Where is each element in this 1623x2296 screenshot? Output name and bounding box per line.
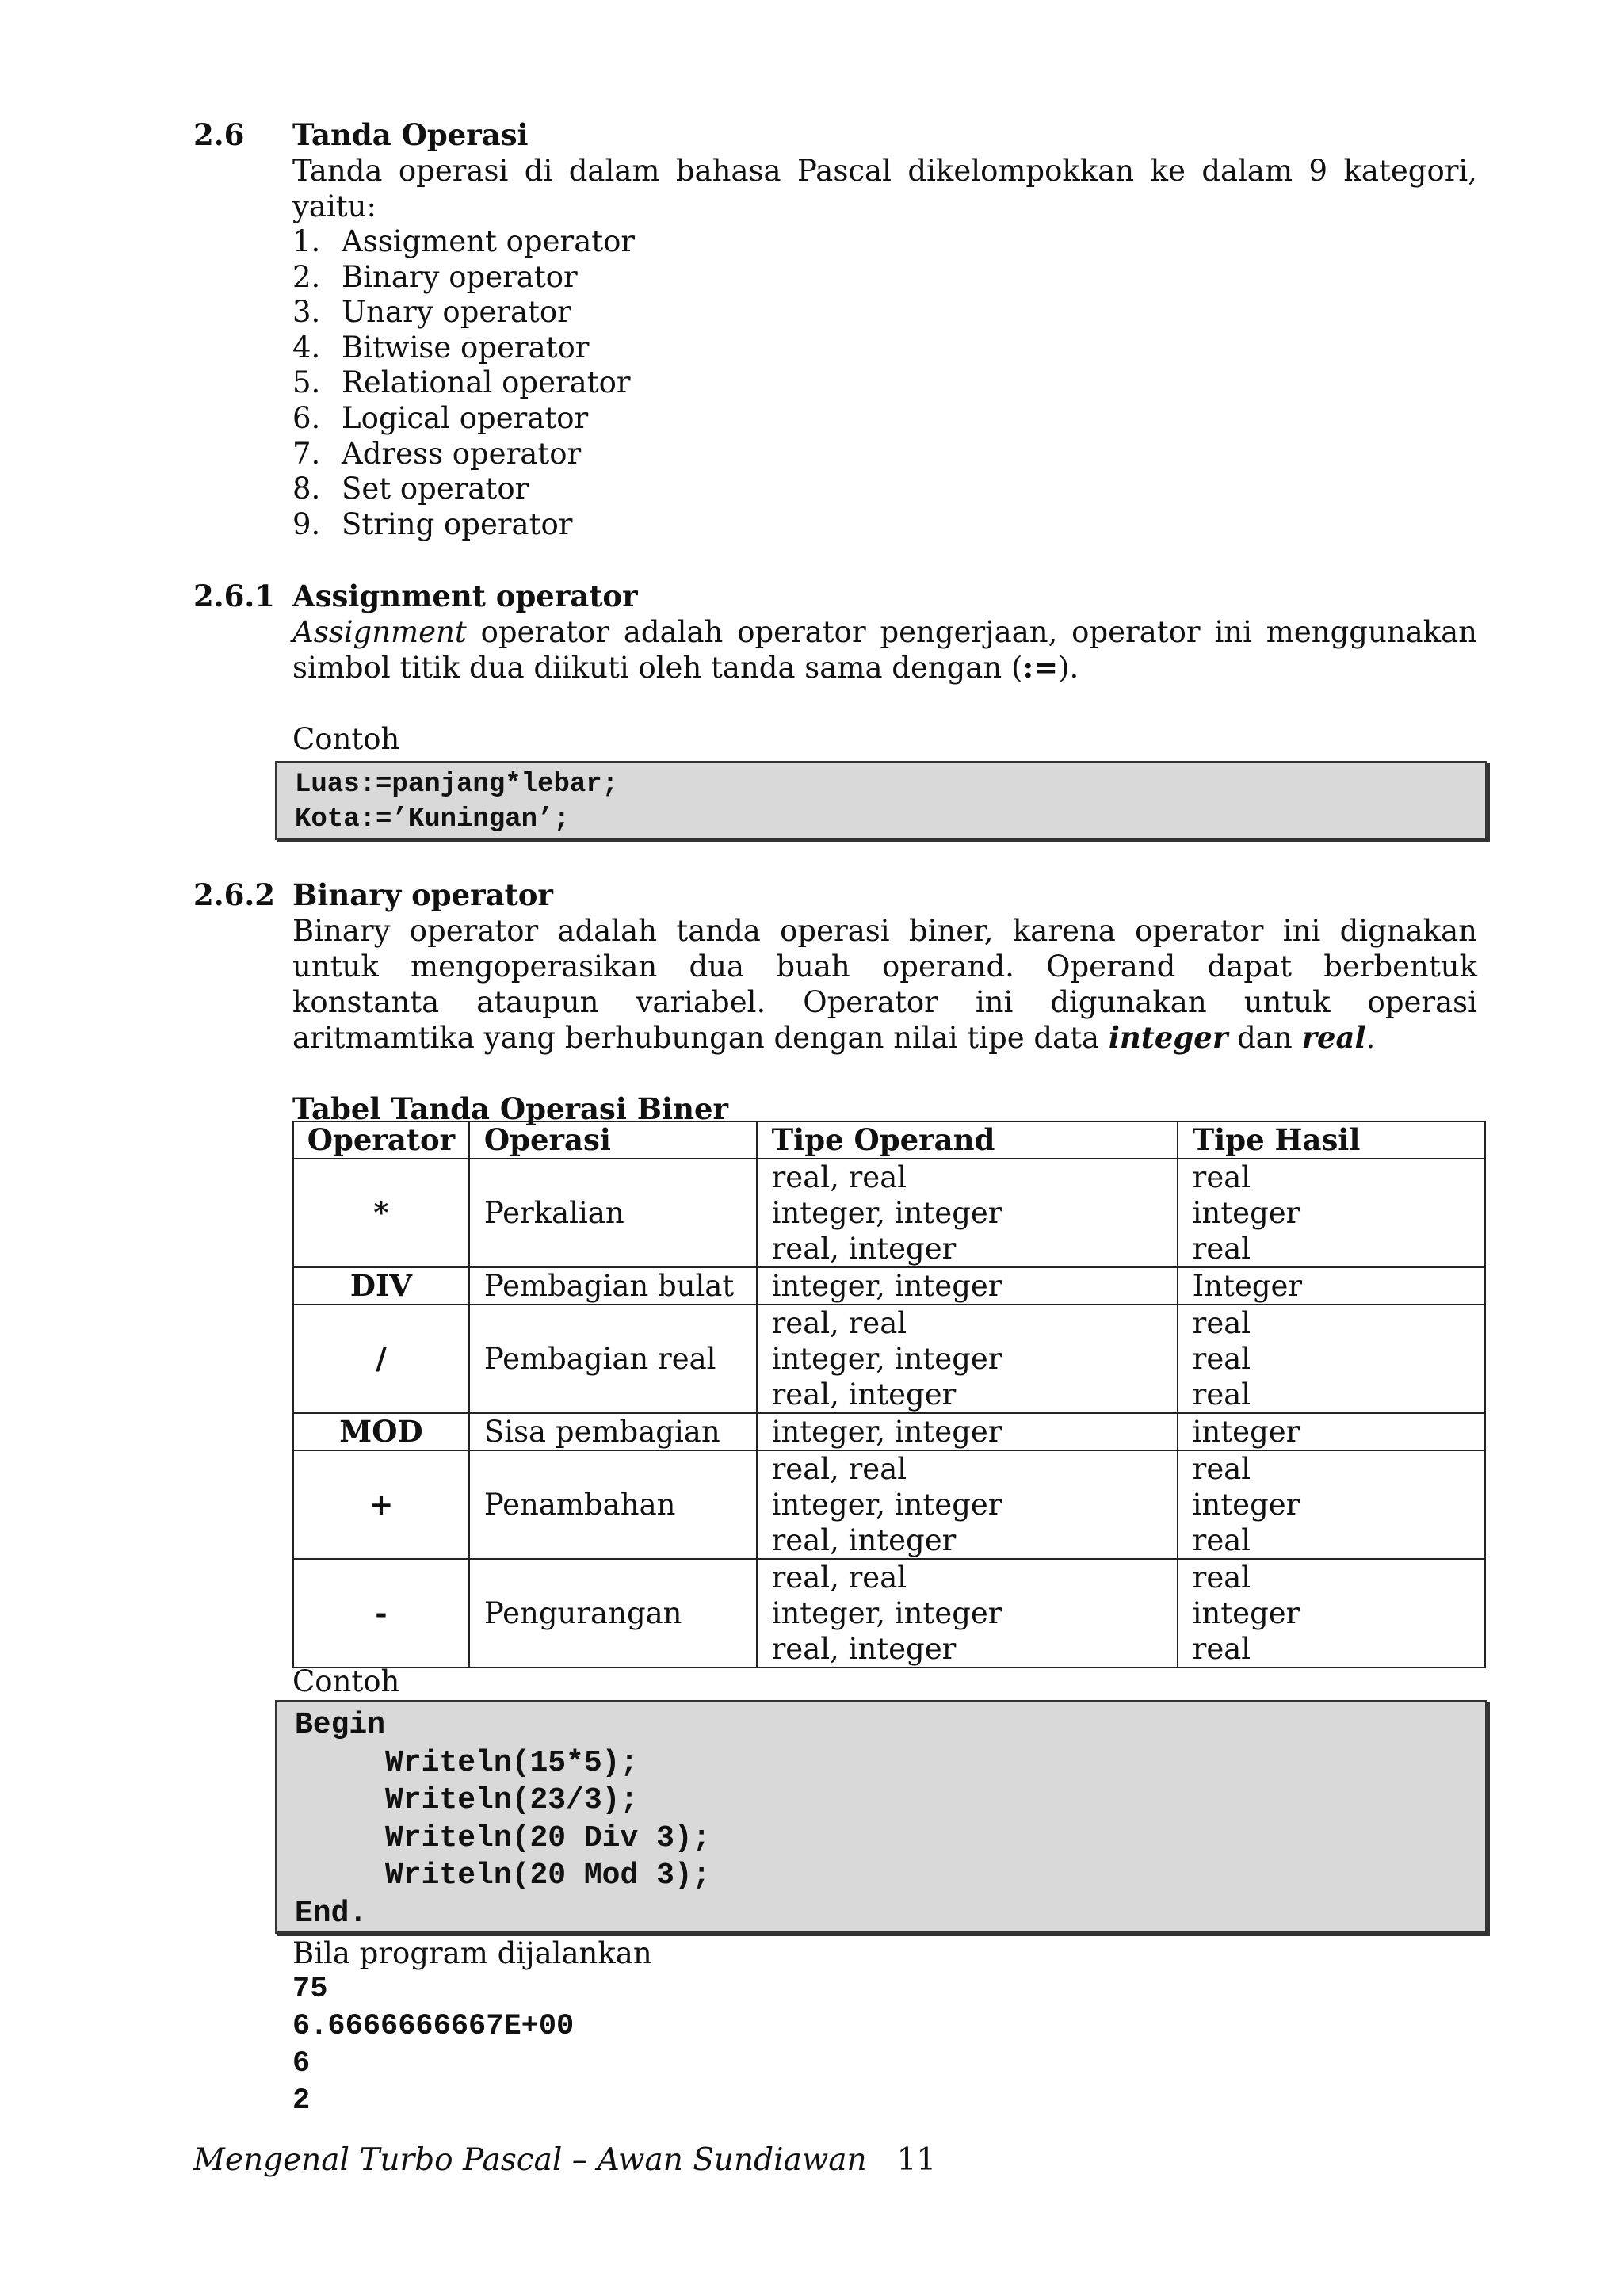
operator-cell: MOD	[293, 1413, 469, 1450]
operation-cell: Pembagian real	[469, 1305, 757, 1413]
result-type-cell: integer	[1178, 1413, 1485, 1450]
operator-table	[292, 1121, 1486, 1668]
list-item: 5. Relational operator	[292, 365, 631, 400]
section-2-6	[193, 117, 1477, 542]
table-row	[293, 1305, 1485, 1413]
table-row	[293, 1267, 1485, 1305]
code-line: Writeln(15*5);	[295, 1745, 639, 1780]
code-line: Begin	[295, 1708, 386, 1742]
section-number: 2.6	[193, 117, 245, 152]
table-header-row	[293, 1121, 1485, 1159]
list-item: 6. Logical operator	[292, 400, 589, 435]
operand-type-cell: integer, integer	[757, 1267, 1178, 1305]
list-item: 9. String operator	[292, 506, 573, 541]
operand-type-cell: real, real integer, integer real, integer	[757, 1159, 1178, 1267]
list-item: 2. Binary operator	[292, 259, 578, 294]
table-row	[293, 1413, 1485, 1450]
column-header: Tipe Hasil	[1178, 1121, 1485, 1159]
operand-type-cell: real, real integer, integer real, integer	[757, 1305, 1178, 1413]
list-item: 7. Adress operator	[292, 436, 582, 471]
operand-type-cell: real, real integer, integer real, integer	[757, 1559, 1178, 1668]
operator-cell: -	[293, 1559, 469, 1668]
operator-cell: +	[293, 1450, 469, 1559]
operator-category-list	[292, 224, 1477, 542]
operation-cell: Pembagian bulat	[469, 1267, 757, 1305]
operation-cell: Pengurangan	[469, 1559, 757, 1668]
example-label: Contoh	[292, 722, 400, 756]
column-header: Operasi	[469, 1121, 757, 1159]
code-block-binary	[275, 1700, 1487, 1934]
operator-cell: DIV	[293, 1267, 469, 1305]
page-number: 11	[896, 2142, 937, 2178]
code-line: Writeln(20 Div 3);	[295, 1820, 711, 1855]
result-type-cell: real real real	[1178, 1305, 1485, 1413]
code-line: Luas:=panjang*lebar;	[295, 770, 619, 800]
section-number: 2.6.2	[193, 877, 275, 912]
paragraph-line-2: simbol titik dua diikuti oleh tanda sama dengan (:=).	[292, 650, 1079, 685]
table-row	[293, 1559, 1485, 1668]
intro-line-1: Tanda operasi di dalam bahasa Pascal dikelompokkan ke dalam 9 kategori,	[292, 154, 1477, 188]
list-item: 3. Unary operator	[292, 295, 571, 330]
code-line: Kota:=’Kuningan’;	[295, 804, 570, 835]
code-line: Writeln(23/3);	[295, 1783, 639, 1817]
table-title: Tabel Tanda Operasi Biner	[292, 1091, 729, 1126]
list-item: 1. Assigment operator	[292, 224, 636, 258]
run-label: Bila program dijalankan	[292, 1936, 652, 1970]
result-type-cell: real integer real	[1178, 1450, 1485, 1559]
code-block-assignment	[275, 761, 1487, 840]
paragraph-line-3: konstanta ataupun variabel. Operator ini digunakan untuk operasi	[292, 985, 1477, 1019]
operation-cell: Perkalian	[469, 1159, 757, 1267]
footer-text: Mengenal Turbo Pascal – Awan Sundiawan	[193, 2142, 867, 2178]
program-output	[292, 1935, 652, 2120]
result-type-cell: Integer	[1178, 1267, 1485, 1305]
code-line: Writeln(20 Mod 3);	[295, 1859, 711, 1893]
paragraph-line-4: aritmamtika yang berhubungan dengan nilai tipe data integer dan real.	[292, 1020, 1376, 1055]
list-item: 8. Set operator	[292, 472, 529, 506]
result-type-cell: real integer real	[1178, 1159, 1485, 1267]
operand-type-cell: integer, integer	[757, 1413, 1178, 1450]
section-title: Binary operator	[292, 877, 553, 912]
output-line: 6	[292, 2047, 311, 2080]
section-number: 2.6.1	[193, 579, 275, 613]
operation-cell: Sisa pembagian	[469, 1413, 757, 1450]
paragraph-line-2: untuk mengoperasikan dua buah operand. Operand dapat berbentuk	[292, 949, 1477, 984]
column-header: Tipe Operand	[757, 1121, 1178, 1159]
result-type-cell: real integer real	[1178, 1559, 1485, 1668]
output-line: 2	[292, 2084, 311, 2118]
intro-line-2: yaitu:	[292, 189, 376, 223]
operand-type-cell: real, real integer, integer real, integer	[757, 1450, 1178, 1559]
page-footer	[193, 2142, 936, 2178]
section-2-6-2	[193, 877, 1477, 1127]
column-header: Operator	[293, 1121, 469, 1159]
operation-cell: Penambahan	[469, 1450, 757, 1559]
output-line: 6.6666666667E+00	[292, 2010, 575, 2043]
paragraph-line-1: Assignment operator adalah operator pengerjaan, operator ini menggunakan	[292, 615, 1477, 649]
code-line: End.	[295, 1896, 368, 1931]
operator-cell: /	[293, 1305, 469, 1413]
section-title: Assignment operator	[292, 579, 638, 613]
example-label: Contoh	[292, 1664, 400, 1698]
output-line: 75	[292, 1973, 328, 2006]
operator-cell: *	[293, 1159, 469, 1267]
paragraph-line-1: Binary operator adalah tanda operasi biner, karena operator ini dignakan	[292, 914, 1477, 948]
section-2-6-1	[193, 579, 1477, 757]
table-row	[293, 1159, 1485, 1267]
section-title: Tanda Operasi	[292, 117, 529, 152]
list-item: 4. Bitwise operator	[292, 330, 590, 365]
table-row	[293, 1450, 1485, 1559]
